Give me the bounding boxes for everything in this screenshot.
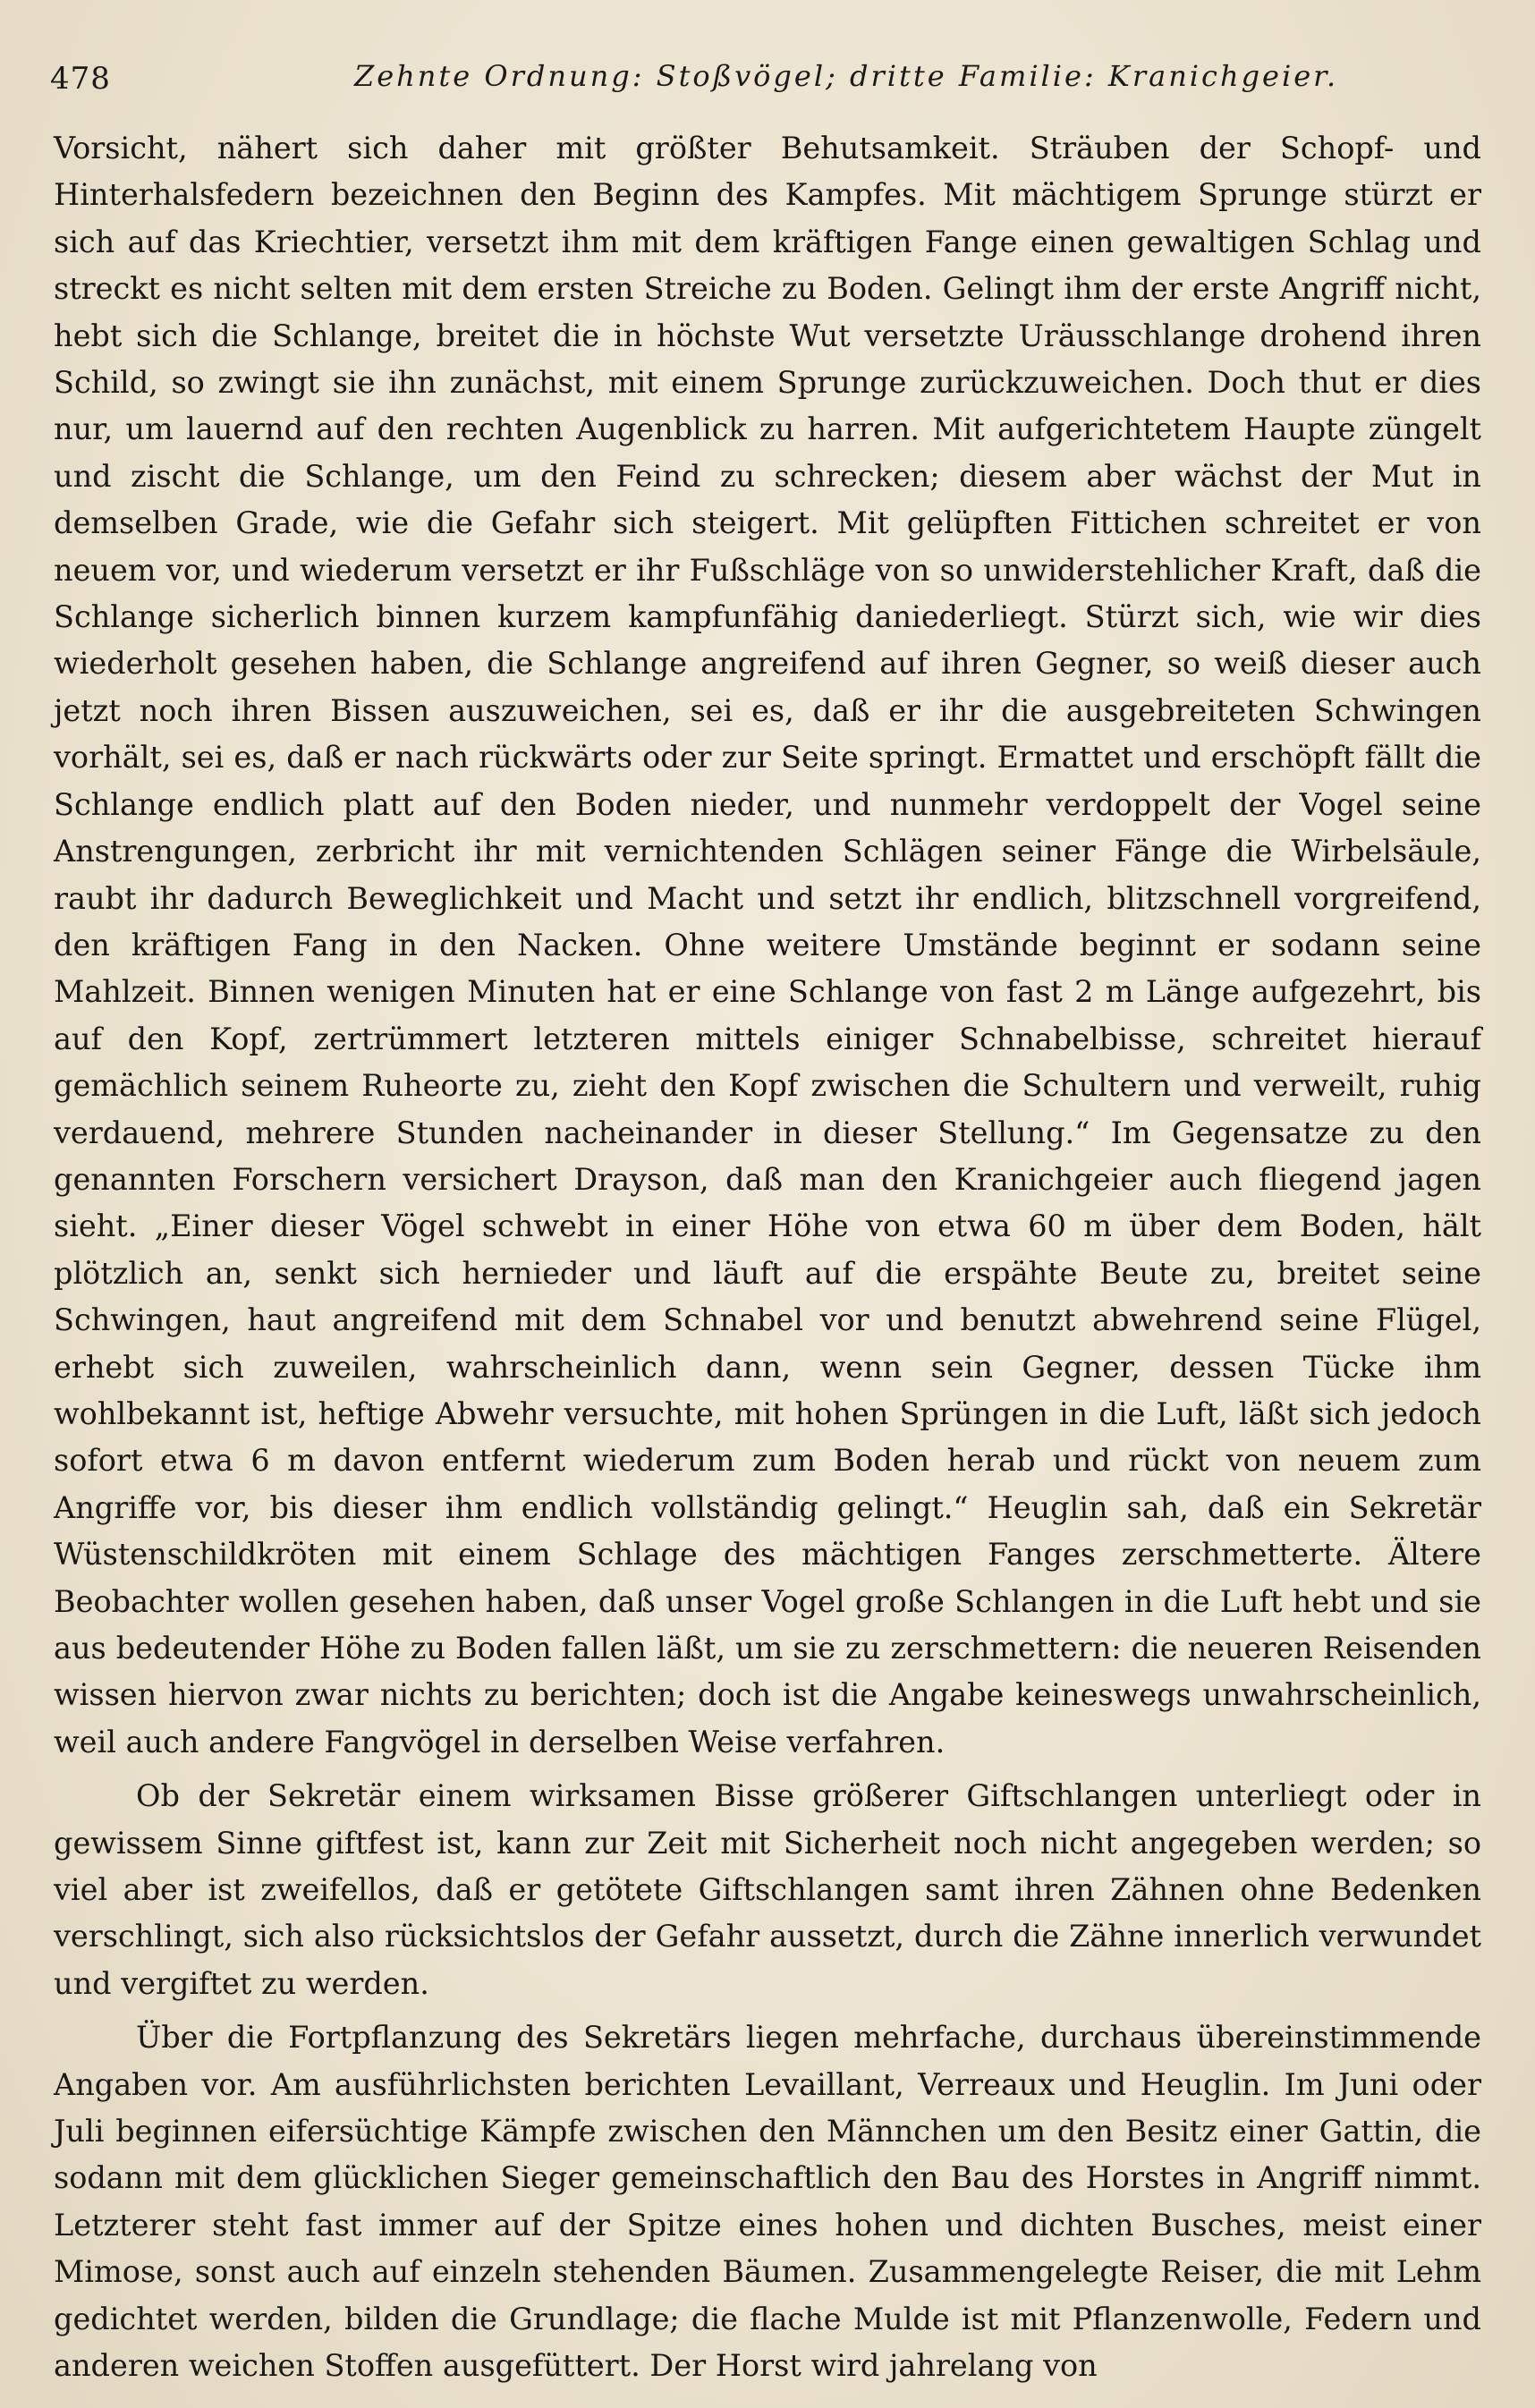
paragraph-3: Über die Fortpflanzung des Sekretärs liegen mehrfache, durchaus übereinstimmende Angaben vor. Am ausführlichsten berichten Levaillant, Verreaux und Heuglin. Im Juni oder Juli beginnen eifersüchtige Kämpfe zwischen den Männchen um den Besitz einer Gattin, die sodann mit dem glücklichen Sieger gemeinschaftlich den Bau des Horstes in Angriff nimmt. Letzterer steht fast immer auf der Spitze eines hohen und dichten Busches, meist einer Mimose, sonst auch auf einzeln stehenden Bäumen. Zusammengelegte Reiser, die mit Lehm gedichtet werden, bilden die Grundlage; die flache Mulde ist mit Pflanzenwolle, Federn und anderen weichen Stoffen ausgefüttert. Der Horst wird jahrelang von <box>54 2020 1481 2384</box>
paragraph-1: Vorsicht, nähert sich daher mit größter Behutsamkeit. Sträuben der Schopf- und Hinterhalsfedern bezeichnen den Beginn des Kampfes. Mit mächtigem Sprunge stürzt er sich auf das Kriechtier, versetzt ihm mit dem kräftigen Fange einen gewaltigen Schlag und streckt es nicht selten mit dem ersten Streiche zu Boden. Gelingt ihm der erste Angriff nicht, hebt sich die Schlange, breitet die in höchste Wut versetzte Uräusschlange drohend ihren Schild, so zwingt sie ihn zunächst, mit einem Sprunge zurückzuweichen. Doch thut er dies nur, um lauernd auf den rechten Augenblick zu harren. Mit aufgerichtetem Haupte züngelt und zischt die Schlange, um den Feind zu schrecken; diesem aber wächst der Mut in demselben Grade, wie die Gefahr sich steigert. Mit gelüpften Fittichen schreitet er von neuem vor, und wiederum versetzt er ihr Fußschläge von so unwiderstehlicher Kraft, daß die Schlange sicherlich binnen kurzem kampfunfähig daniederliegt. Stürzt sich, wie wir dies wiederholt gesehen haben, die Schlange angreifend auf ihren Gegner, so weiß dieser auch jetzt noch ihren Bissen auszuweichen, sei es, daß er ihr die ausgebreiteten Schwingen vorhält, sei es, daß er nach rückwärts oder zur Seite springt. Ermattet und erschöpft fällt die Schlange endlich platt auf den Boden nieder, und nunmehr verdoppelt der Vogel seine Anstrengungen, zerbricht ihr mit vernichtenden Schlägen seiner Fänge die Wirbelsäule, raubt ihr dadurch Beweglichkeit und Macht und setzt ihr endlich, blitzschnell vorgreifend, den kräftigen Fang in den Nacken. Ohne weitere Umstände beginnt er sodann seine Mahlzeit. Binnen wenigen Minuten hat er eine Schlange von fast 2 m Länge aufgezehrt, bis auf den Kopf, zertrümmert letzteren mittels einiger Schnabelbisse, schreitet hierauf gemächlich seinem Ruheorte zu, zieht den Kopf zwischen die Schultern und verweilt, ruhig verdauend, mehrere Stunden nacheinander in dieser Stellung.“ Im Gegensatze zu den genannten Forschern versichert Drayson, daß man den Kranichgeier auch fliegend jagen sieht. „Einer dieser Vögel schwebt in einer Höhe von etwa 60 m über dem Boden, hält plötzlich an, senkt sich hernieder und läuft auf die erspähte Beute zu, breitet seine Schwingen, haut angreifend mit dem Schnabel vor und benutzt abwehrend seine Flügel, erhebt sich zuweilen, wahrscheinlich dann, wenn sein Gegner, dessen Tücke ihm wohlbekannt ist, heftige Abwehr versuchte, mit hohen Sprüngen in die Luft, läßt sich jedoch sofort etwa 6 m davon entfernt wiederum zum Boden herab und rückt von neuem zum Angriffe vor, bis dieser ihm endlich vollständig gelingt.“ Heuglin sah, daß ein Sekretär Wüstenschildkröten mit einem Schlage des mächtigen Fanges zerschmetterte. Ältere Beobachter wollen gesehen haben, daß unser Vogel große Schlangen in die Luft hebt und sie aus bedeutender Höhe zu Boden fallen läßt, um sie zu zerschmettern: die neueren Reisenden wissen hiervon zwar nichts zu berichten; doch ist die Angabe keineswegs unwahrscheinlich, weil auch andere Fangvögel in derselben Weise verfahren. <box>54 131 1481 1759</box>
running-head: Zehnte Ordnung: Stoßvögel; dritte Familie: Kranichgeier. <box>354 59 1339 93</box>
body-text <box>54 125 1481 2390</box>
paragraph-2: Ob der Sekretär einem wirksamen Bisse größerer Giftschlangen unterliegt oder in gewissem Sinne giftfest ist, kann zur Zeit mit Sicherheit noch nicht angegeben werden; so viel aber ist zweifellos, daß er getötete Giftschlangen samt ihren Zähnen ohne Bedenken verschlingt, sich also rücksichtslos der Gefahr aussetzt, durch die Zähne innerlich verwundet und vergiftet zu werden. <box>54 1778 1481 2001</box>
page-number: 478 <box>50 61 111 97</box>
page-header <box>50 52 1485 106</box>
